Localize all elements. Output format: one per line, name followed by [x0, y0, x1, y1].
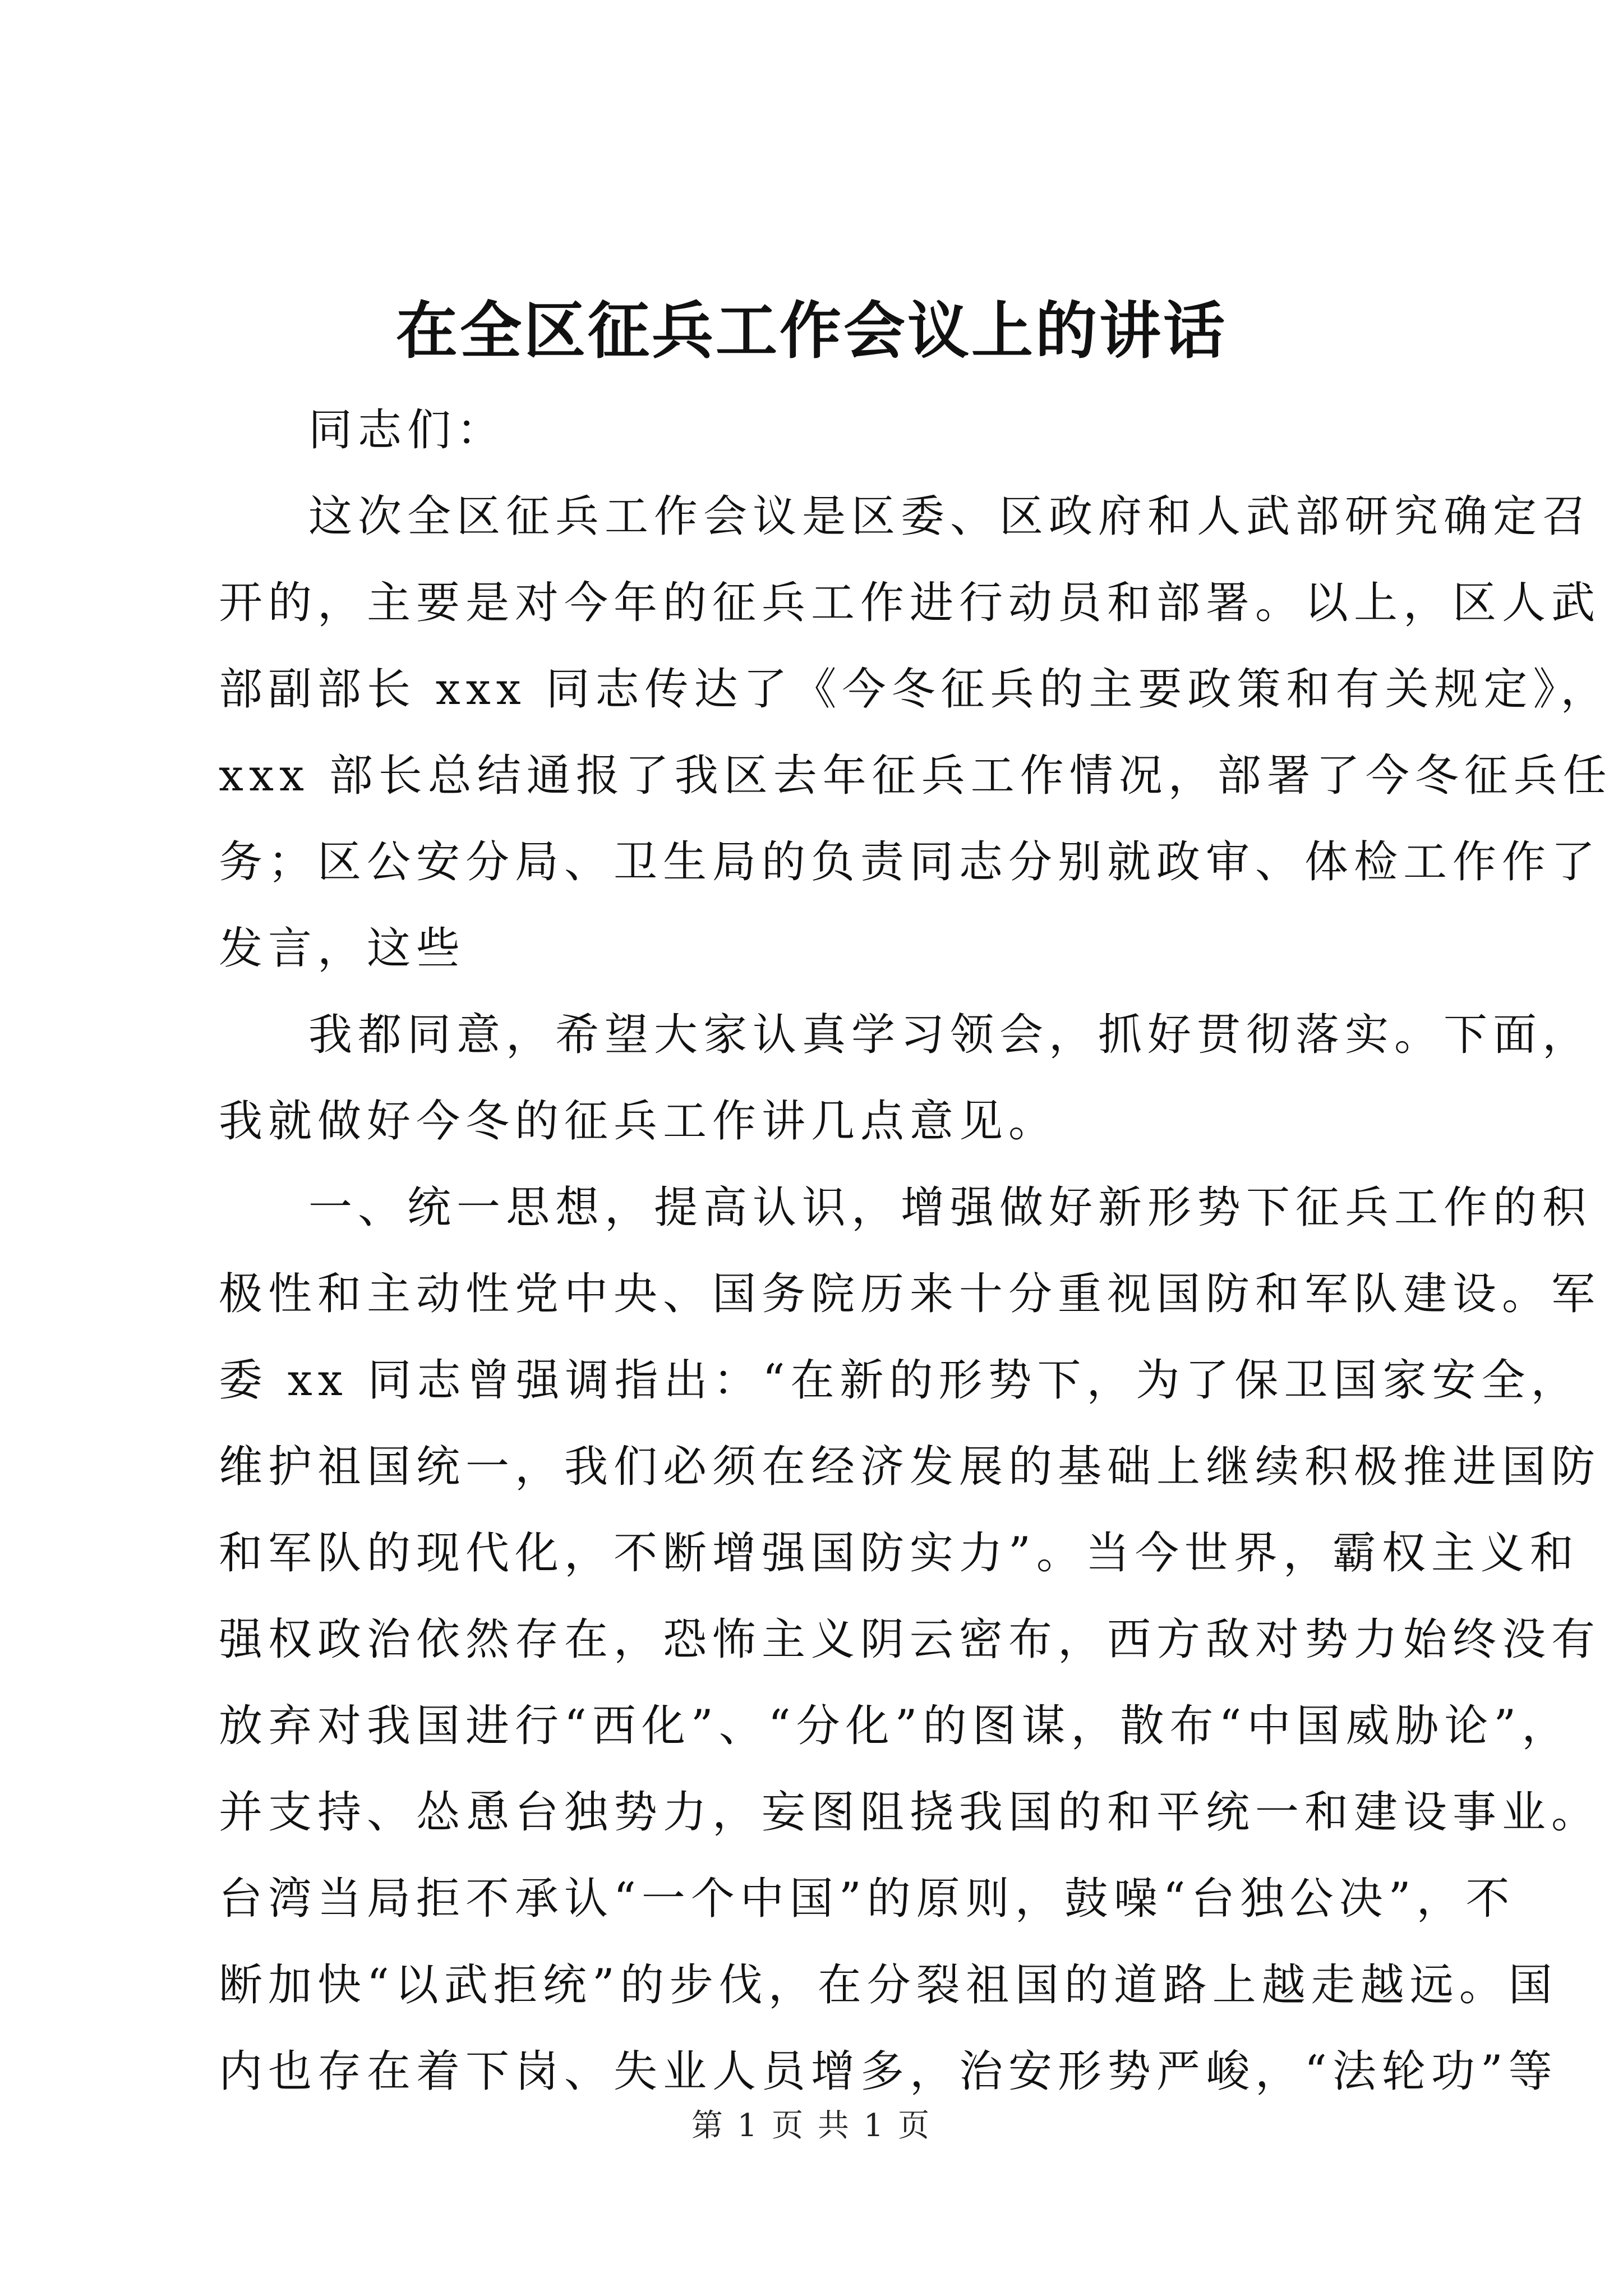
text-line: 一、统一思想，提高认识，增强做好新形势下征兵工作的积: [308, 1182, 1592, 1233]
text-line: 部副部长 xxx 同志传达了《今冬征兵的主要政策和有关规定》，: [219, 664, 1610, 715]
text-line: 这次全区征兵工作会议是区委、区政府和人武部研究确定召: [308, 491, 1592, 542]
text-line: 强权政治依然存在，恐怖主义阴云密布，西方敌对势力始终没有: [219, 1614, 1601, 1665]
text-line: 极性和主动性党中央、国务院历来十分重视国防和军队建设。军: [219, 1269, 1601, 1319]
text-line: 和军队的现代化，不断增强国防实力”。当今世界，霸权主义和: [219, 1528, 1579, 1579]
text-line: 台湾当局拒不承认“一个中国”的原则，鼓噪“台独公决”，不: [219, 1874, 1515, 1924]
text-line: 开的，主要是对今年的征兵工作进行动员和部署。以上，区人武: [219, 578, 1601, 628]
text-line: 同志们：: [308, 405, 506, 455]
text-line: 我都同意，希望大家认真学习领会，抓好贯彻落实。下面，: [308, 1010, 1592, 1060]
text-line: 放弃对我国进行“西化”、“分化”的图谋，散布“中国威胁论”，: [219, 1701, 1571, 1751]
text-line: 务；区公安分局、卫生局的负责同志分别就政审、体检工作作了: [219, 837, 1601, 887]
text-line: 内也存在着下岗、失业人员增多，治安形势严峻，“法轮功”等: [219, 2046, 1558, 2097]
text-line: 维护祖国统一，我们必须在经济发展的基础上继续积极推进国防: [219, 1442, 1601, 1492]
document-title: 在全区征兵工作会议上的讲话: [396, 295, 1227, 367]
text-line: 并支持、怂恿台独势力，妄图阻挠我国的和平统一和建设事业。: [219, 1787, 1601, 1838]
document-body: [219, 387, 1612, 2115]
text-line: 我就做好今冬的征兵工作讲几点意见。: [219, 1096, 1058, 1147]
page-footer: 第 1 页 共 1 页: [691, 2108, 932, 2144]
text-line: 断加快“以武拒统”的步伐，在分裂祖国的道路上越走越远。国: [219, 1960, 1558, 2010]
text-line: 委 xx 同志曾强调指出：“在新的形势下，为了保卫国家安全，: [219, 1355, 1580, 1406]
text-line: xxx 部长总结通报了我区去年征兵工作情况，部署了今冬征兵任: [219, 751, 1612, 801]
text-line: 发言，这些: [219, 923, 466, 974]
